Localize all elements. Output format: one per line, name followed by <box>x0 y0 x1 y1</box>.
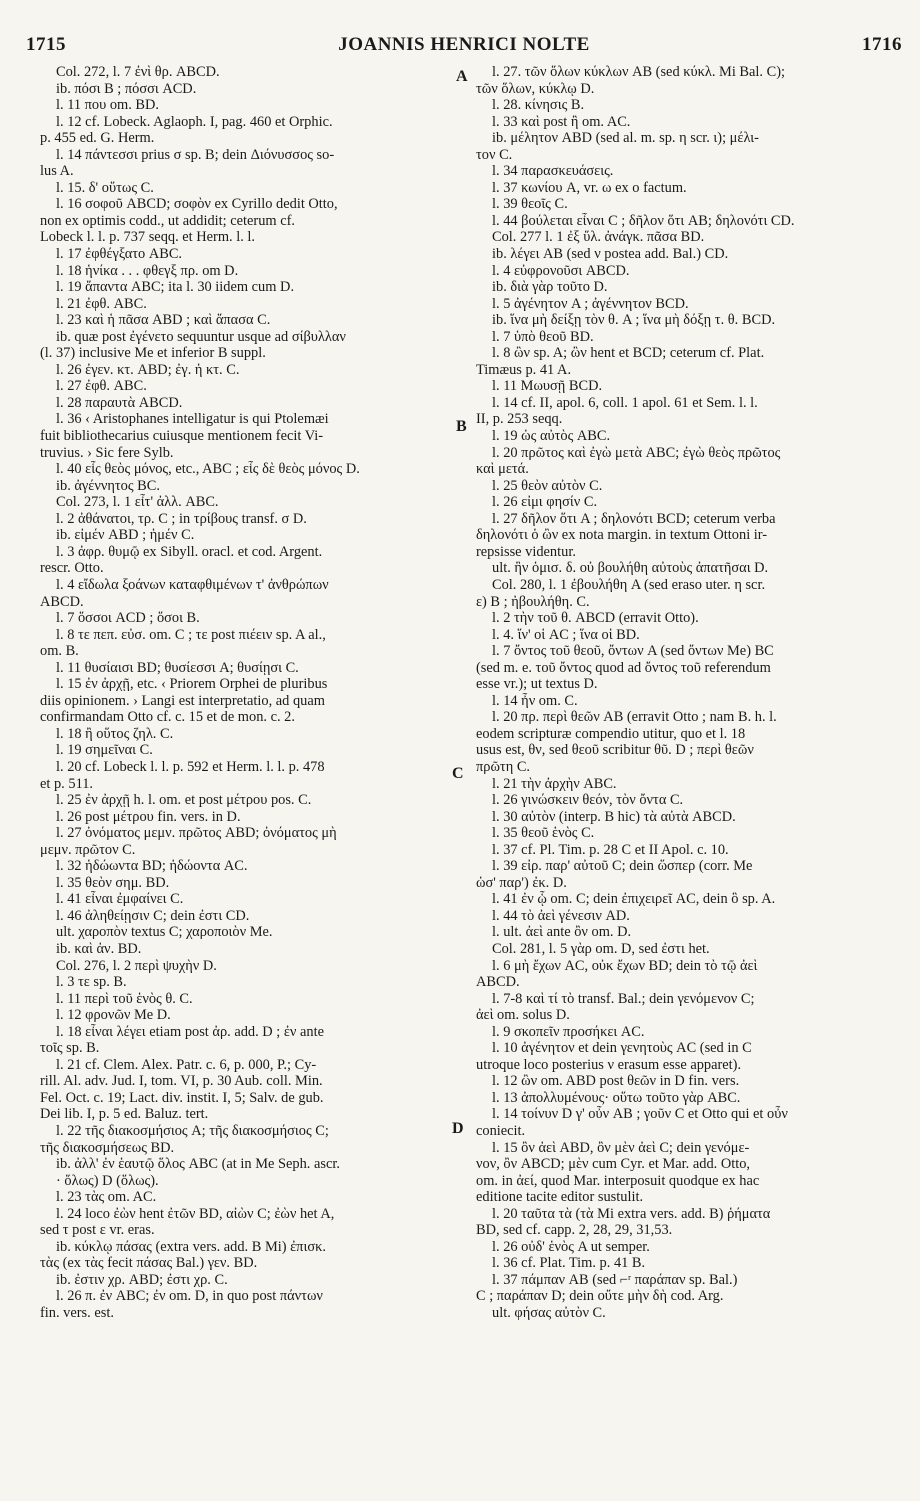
text-line: πρῶτη C. <box>476 758 531 775</box>
text-line: ib. ἀγέννητος BC. <box>56 477 160 494</box>
text-line: l. 28 παραυτὰ ABCD. <box>56 394 183 411</box>
text-line: l. 36 ‹ Aristophanes intelligatur is qui Ptolemæi <box>56 411 329 428</box>
text-line: utroque loco posterius ν erasum esse apparet). <box>476 1056 742 1073</box>
text-line: l. 39 εἰρ. παρ' αὐτοῦ C; dein ὥσπερ (corr. Me <box>492 858 753 875</box>
page-number-left: 1715 <box>26 34 66 55</box>
text-line: l. 30 αὐτὸν (interp. B hic) τὰ αὐτὰ ABCD. <box>492 808 736 825</box>
text-line: l. 40 εἷς θεὸς μόνος, etc., ABC ; εἷς δὲ θεὸς μόνος D. <box>56 461 360 478</box>
text-line: Col. 276, l. 2 περὶ ψυχὴν D. <box>56 957 217 974</box>
text-line: l. 7-8 καὶ τί τὸ transf. Bal.; dein γενόμενον C; <box>492 990 755 1007</box>
text-line: l. 15 ὂν ἀεὶ ABD, ὂν μὲν ἀεὶ C; dein γενόμε- <box>492 1139 750 1156</box>
text-line: τοῖς sp. B. <box>40 1040 100 1057</box>
text-line: l. 3 τε sp. B. <box>56 974 127 991</box>
text-line: ult. χαροπὸν textus C; χαροποιὸν Me. <box>56 924 273 941</box>
text-line: ib. λέγει AB (sed ν postea add. Bal.) CD. <box>492 246 729 263</box>
margin-letter-c: C <box>452 765 464 782</box>
text-line: l. 17 ἐφθέγξατο ABC. <box>56 246 183 263</box>
text-line: l. 24 loco ἐὼν hent ἐτῶν BD, αἰὼν C; ἐὼν het A, <box>56 1205 335 1222</box>
text-line: l. 26 γινώσκειν θεόν, τὸν ὄντα C. <box>492 792 684 809</box>
page-number-right: 1716 <box>862 34 902 55</box>
text-line: l. 7 ὑπὸ θεοῦ BD. <box>492 328 594 345</box>
text-line: Col. 272, l. 7 ἐνὶ θρ. ABCD. <box>56 64 220 80</box>
text-line: ABCD. <box>40 593 84 610</box>
text-line: l. 44 βούλεται εἶναι C ; δῆλον ὅτι AB; δηλονότι CD. <box>492 212 795 229</box>
text-line: C ; παράπαν D; dein οὔτε μὴν δὴ cod. Arg. <box>476 1288 724 1305</box>
text-line: l. 20 cf. Lobeck l. l. p. 592 et Herm. l. l. p. 478 <box>56 758 325 775</box>
text-line: l. 12 ὢν om. ABD post θεῶν in D fin. vers. <box>492 1073 740 1090</box>
text-line: ult. φήσας αὐτὸν C. <box>492 1305 606 1322</box>
text-line: Col. 277 l. 1 ἐξ ὕλ. ἀνάγκ. πᾶσα BD. <box>492 229 705 246</box>
text-line: l. 27 ὀνόματος μεμν. πρῶτος ABD; ὀνόματος μὴ <box>56 825 337 842</box>
text-line: l. 18 ἢ οὕτος ζηλ. C. <box>56 725 174 742</box>
text-line: ib. μέλητον ABD (sed al. m. sp. η scr. ι); μέλι- <box>492 130 759 147</box>
text-line: fin. vers. est. <box>40 1305 114 1322</box>
text-line: ib. ἀλλ' ἐν ἑαυτῷ ὅλος ABC (at in Me Seph. ascr. <box>56 1156 340 1173</box>
text-line: ib. ἵνα μὴ δείξῃ τὸν θ. A ; ἵνα μὴ δόξῃ τ. θ. BCD. <box>492 312 776 329</box>
text-line: l. 26 οὐδ' ἑνὸς A ut semper. <box>492 1238 650 1255</box>
text-line: diis opinionem. › Langi est interpretatio, ad quam <box>40 692 325 709</box>
text-line: repsisse videntur. <box>476 543 576 560</box>
text-line: Col. 280, l. 1 ἐβουλήθη A (sed eraso uter. η scr. <box>492 576 766 593</box>
text-line: l. 14 πάντεσσι prius σ sp. B; dein Διόνυσσος so- <box>56 146 335 163</box>
text-line: l. 4 εἴδωλα ξοάνων καταφθιμένων τ' ἀνθρώπων <box>56 576 329 593</box>
text-line: l. 15. δ' οὕτως C. <box>56 179 154 196</box>
text-line: l. 11 θυσίαισι BD; θυσίεσσι A; θυσίῃσι C. <box>56 659 299 676</box>
text-line: l. 12 φρονῶν Me D. <box>56 1007 171 1024</box>
text-line: ult. ἣν ὁμισ. δ. οὐ βουλήθη αὐτοὺς ἀπατῆσαι D. <box>492 560 769 577</box>
running-title: JOANNIS HENRICI NOLTE <box>338 34 590 55</box>
text-line: l. 26 π. ἐν ABC; ἐν om. D, in quo post πάντων <box>56 1288 323 1305</box>
text-line: l. 5 ἀγένητον A ; ἀγέννητον BCD. <box>492 295 689 312</box>
text-line: Fel. Oct. c. 19; Lact. div. instit. I, 5; Salv. de gub. <box>40 1089 324 1106</box>
text-line: l. 7 ὅσσοι ACD ; ὅσοι B. <box>56 610 200 627</box>
text-line: l. 14 ἦν om. C. <box>492 692 578 709</box>
text-line: om. in ἀεί, quod Mar. interposuit quodque ex hac <box>476 1172 760 1189</box>
text-line: δηλονότι ὁ ὢν ex nota margin. in textum Ottoni ir- <box>476 527 768 544</box>
text-line: Timæus p. 41 A. <box>476 361 572 378</box>
text-line: editione tacite editor sustulit. <box>476 1189 644 1206</box>
text-line: Col. 281, l. 5 γὰρ om. D, sed ἐστι het. <box>492 940 710 957</box>
text-line: · ὅλως) D (ὅλως). <box>56 1172 159 1189</box>
text-line: l. 2 ἀθάνατοι, τρ. C ; in τρίβους transf. σ D. <box>56 510 307 527</box>
text-line: l. 36 cf. Plat. Tim. p. 41 B. <box>492 1255 646 1272</box>
text-line: l. 11 περὶ τοῦ ἑνὸς θ. C. <box>56 990 193 1007</box>
text-line: l. 27 ἐφθ. ABC. <box>56 378 147 395</box>
text-line: BD, sed cf. capp. 2, 28, 29, 31,53. <box>476 1222 673 1239</box>
text-line: μεμν. πρῶτον C. <box>40 841 136 858</box>
text-line: l. 35 θεὸν σημ. BD. <box>56 874 170 891</box>
text-line: confirmandam Otto cf. c. 15 et de mon. c. 2. <box>40 709 295 726</box>
text-line: l. 37 cf. Pl. Tim. p. 28 C et II Apol. c. 10. <box>492 841 729 858</box>
left-column <box>40 64 452 1322</box>
text-line: fuit bibliothecarius cuiusque mentionem fecit Vi- <box>40 428 324 445</box>
text-line: l. 26 ἐγεν. κτ. ABD; ἐγ. ἡ κτ. C. <box>56 361 240 378</box>
text-line: l. 41 εἶναι ἐμφαίνει C. <box>56 891 184 908</box>
text-line: l. 27. τῶν ὅλων κύκλων AB (sed κύκλ. Mi Bal. C); <box>492 64 785 80</box>
text-line: l. 3 ἀφρ. θυμῷ ex Sibyll. oracl. et cod. Argent. <box>56 543 323 560</box>
text-line: lus A. <box>40 163 74 180</box>
text-line: τῶν ὅλων, κύκλῳ D. <box>476 80 595 97</box>
text-line: (l. 37) inclusive Me et inferior B suppl. <box>40 345 266 362</box>
text-line: l. 23 τὰς om. AC. <box>56 1189 157 1206</box>
text-line: l. 37 πάμπαν AB (sed ⌐ʳ παράπαν sp. Bal.) <box>492 1271 738 1288</box>
text-line: l. ult. ἀεὶ ante ὂν om. D. <box>492 924 632 941</box>
text-line: l. 7 ὄντος τοῦ θεοῦ, ὄντων A (sed ὄντων Me) BC <box>492 643 774 660</box>
text-line: l. 28. κίνησις B. <box>492 97 585 114</box>
text-line: truvius. › Sic fere Sylb. <box>40 444 174 461</box>
text-line: l. 20 πρ. περὶ θεῶν AB (erravit Otto ; nam B. h. l. <box>492 709 777 726</box>
text-line: sed τ post ε vr. eras. <box>40 1222 155 1239</box>
text-line: l. 16 σοφοῦ ABCD; σοφὸν ex Cyrillo dedit Otto, <box>56 196 338 213</box>
text-line: ib. κύκλῳ πάσας (extra vers. add. B Mi) ἐπισκ. <box>56 1238 326 1255</box>
margin-letter-d: D <box>452 1120 464 1137</box>
text-line: l. 23 καὶ ἡ πᾶσα ABD ; καὶ ἅπασα C. <box>56 312 271 329</box>
text-line: l. 32 ἡδώωντα BD; ἡδώοντα AC. <box>56 858 248 875</box>
text-line: l. 25 ἐν ἀρχῇ h. l. om. et post μέτρου pos. C. <box>56 792 312 809</box>
text-line: l. 15 ἐν ἀρχῇ, etc. ‹ Priorem Orphei de pluribus <box>56 676 328 693</box>
text-line: ib. διὰ γὰρ τοῦτο D. <box>492 279 608 296</box>
text-line: l. 26 εἰμι φησίν C. <box>492 494 598 511</box>
text-line: rescr. Otto. <box>40 560 104 577</box>
text-line: l. 21 cf. Clem. Alex. Patr. c. 6, p. 000, P.; Cy- <box>56 1056 317 1073</box>
text-line: l. 20 ταῦτα τὰ (τὰ Mi extra vers. add. B) ῥήματα <box>492 1205 771 1222</box>
text-line: l. 44 τὸ ἀεὶ γένεσιν AD. <box>492 907 630 924</box>
text-line: l. 14 cf. II, apol. 6, coll. 1 apol. 61 et Sem. l. l. <box>492 394 758 411</box>
text-line: l. 26 post μέτρου fin. vers. in D. <box>56 808 241 825</box>
text-line: ib. εἰμέν ABD ; ἡμέν C. <box>56 527 195 544</box>
text-line: l. 8 τε πεπ. εὐσ. om. C ; τε post πιέειν sp. A al., <box>56 626 326 643</box>
text-line: l. 9 σκοπεῖν προσήκει AC. <box>492 1023 645 1040</box>
text-line: ὡσ' παρ') ἐκ. D. <box>476 874 567 891</box>
text-line: et p. 511. <box>40 775 94 792</box>
text-line: l. 20 πρῶτος καὶ ἐγὼ μετὰ ABC; ἐγὼ θεὸς πρῶτος <box>492 444 781 461</box>
text-line: ἀεὶ om. solus D. <box>476 1007 570 1024</box>
text-line: ε) B ; ἠβουλήθη. C. <box>476 593 590 610</box>
text-line: l. 33 καὶ post ἢ om. AC. <box>492 113 631 130</box>
text-line: eodem scripturæ compendio utitur, quo et l. 18 <box>476 725 746 742</box>
text-line: l. 46 ἀληθείῃσιν C; dein ἐστι CD. <box>56 907 250 924</box>
text-line: Lobeck l. l. p. 737 seqq. et Herm. l. l. <box>40 229 256 246</box>
text-line: (sed m. e. τοῦ ὄντος quod ad ὄντος τοῦ referendum <box>476 659 771 676</box>
text-line: l. 6 μὴ ἔχων AC, οὐκ ἔχων BD; dein τὸ τῷ ἀεὶ <box>492 957 758 974</box>
text-line: esse vr.); ut textus D. <box>476 676 598 693</box>
text-line: l. 41 ἐν ᾧ om. C; dein ἐπιχειρεῖ AC, dein ὃ sp. A. <box>492 891 776 908</box>
text-line: l. 11 που om. BD. <box>56 97 160 114</box>
text-line: καὶ μετά. <box>476 461 529 478</box>
text-line: l. 27 δῆλον ὅτι A ; δηλονότι BCD; ceterum verba <box>492 510 776 527</box>
text-line: ABCD. <box>476 974 520 991</box>
text-line: l. 39 θεοῖς C. <box>492 196 568 213</box>
text-line: l. 35 θεοῦ ἑνὸς C. <box>492 825 595 842</box>
text-line: τὰς (ex τὰς fecit πάσας Bal.) γεν. BD. <box>40 1255 258 1272</box>
text-line: ib. quæ post ἐγένετο sequuntur usque ad σίβυλλαν <box>56 328 346 345</box>
text-line: l. 21 τὴν ἀρχὴν ABC. <box>492 775 617 792</box>
running-header <box>26 34 902 58</box>
text-line: ib. πόσι B ; πόσσι ACD. <box>56 80 197 97</box>
text-line: l. 37 κωνίου A, vr. ω ex o factum. <box>492 179 687 196</box>
text-line: l. 19 σημεῖναι C. <box>56 742 153 759</box>
text-line: l. 4. ἵν' οἱ AC ; ἵνα οἱ BD. <box>492 626 640 643</box>
text-line: l. 19 ἅπαντα ABC; ita l. 30 iidem cum D. <box>56 279 295 296</box>
text-line: l. 19 ὡς αὐτὸς ABC. <box>492 428 611 445</box>
text-line: Dei lib. I, p. 5 ed. Baluz. tert. <box>40 1106 209 1123</box>
text-line: τῆς διακοσμήσεως BD. <box>40 1139 175 1156</box>
text-line: l. 11 Μωυσῇ BCD. <box>492 378 603 395</box>
text-line: l. 13 ἀπολλυμένους· οὕτω τοῦτο γὰρ ABC. <box>492 1089 741 1106</box>
text-line: l. 25 θεὸν αὐτὸν C. <box>492 477 603 494</box>
text-line: l. 14 τοίνυν D γ' οὖν AB ; γοῦν C et Otto qui et οὖν <box>492 1106 788 1123</box>
text-line: II, p. 253 seqq. <box>476 411 563 428</box>
text-line: l. 18 ἡνίκα . . . φθεγξ πρ. om D. <box>56 262 239 279</box>
text-line: τον C. <box>476 146 513 163</box>
text-line: l. 18 εἶναι λέγει etiam post ἀρ. add. D ; ἐν ante <box>56 1023 324 1040</box>
text-line: l. 4 εὐφρονοῦσι ABCD. <box>492 262 630 279</box>
text-line: usus est, θν, sed θεοῦ scribitur θῦ. D ; περὶ θεῶν <box>476 742 754 759</box>
text-line: non ex optimis codd., ut addidit; ceterum cf. <box>40 212 295 229</box>
text-line: l. 2 τὴν τοῦ θ. ABCD (erravit Otto). <box>492 610 699 627</box>
text-line: l. 12 cf. Lobeck. Aglaoph. I, pag. 460 et Orphic. <box>56 113 333 130</box>
text-line: l. 21 ἐφθ. ABC. <box>56 295 147 312</box>
text-line: ib. καὶ ἀν. BD. <box>56 940 142 957</box>
text-line: l. 8 ὢν sp. A; ὢν hent et BCD; ceterum cf. Plat. <box>492 345 765 362</box>
right-column <box>476 64 888 1322</box>
margin-letter-b: B <box>456 418 467 435</box>
text-line: l. 34 παρασκευάσεις. <box>492 163 614 180</box>
text-line: p. 455 ed. G. Herm. <box>40 130 155 147</box>
margin-letter-a: A <box>456 68 468 85</box>
text-line: l. 22 τῆς διακοσμήσιος A; τῆς διακοσμήσιος C; <box>56 1123 329 1139</box>
text-line: om. B. <box>40 643 79 660</box>
text-line: rill. Al. adv. Jud. I, tom. VI, p. 30 Aub. coll. Min. <box>40 1073 323 1090</box>
text-line: l. 10 ἀγένητον et dein γενητοὺς AC (sed in C <box>492 1040 752 1057</box>
text-line: ib. ἐστιν χρ. ABD; ἐστι χρ. C. <box>56 1271 228 1288</box>
text-line: Col. 273, l. 1 εἶτ' ἀλλ. ABC. <box>56 494 219 511</box>
text-line: νον, ὂν ABCD; μὲν cum Cyr. et Mar. add. Otto, <box>476 1156 751 1173</box>
text-line: coniecit. <box>476 1123 526 1139</box>
